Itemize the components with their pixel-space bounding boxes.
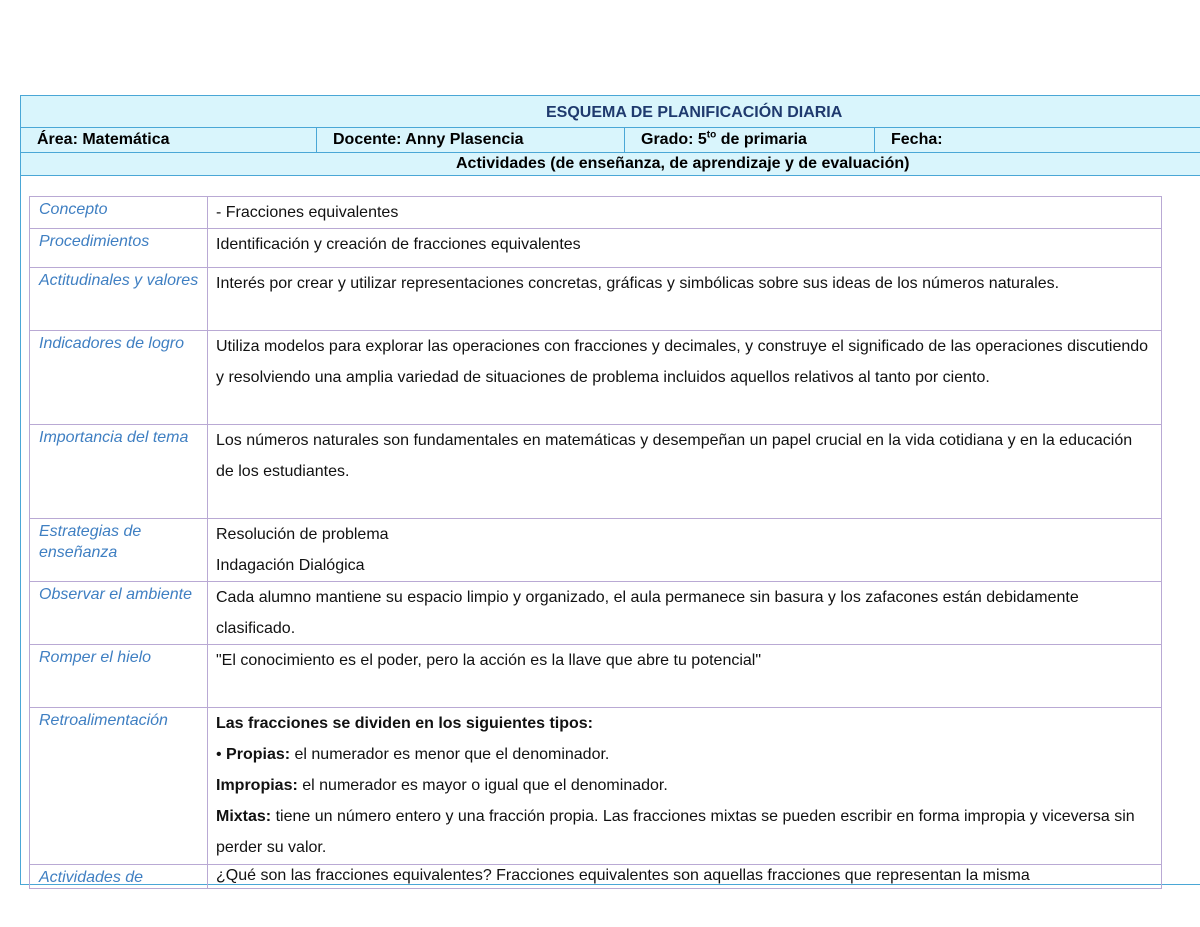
row-value-estrategias xyxy=(208,519,1162,582)
row-value-retro xyxy=(208,708,1162,865)
row-label-retro: Retroalimentación xyxy=(30,708,208,865)
row-value-actitudinales: Interés por crear y utilizar representaciones concretas, gráficas y simbólicas sobre sus ideas de los números naturales. xyxy=(208,268,1162,331)
planning-table xyxy=(29,196,1162,889)
retro-mixtas-term: Mixtas: xyxy=(216,808,272,825)
estrategia-item: Resolución de problema xyxy=(216,526,389,543)
table-row xyxy=(30,865,1162,889)
row-label-procedimientos: Procedimientos xyxy=(30,229,208,268)
plan-title: ESQUEMA DE PLANIFICACIÓN DIARIA xyxy=(546,104,843,121)
row-label-concepto: Concepto xyxy=(30,197,208,229)
actividades-heading: Actividades (de enseñanza, de aprendizaje y de evaluación) xyxy=(456,155,910,172)
table-row xyxy=(30,197,1162,229)
row-value-actividades: ¿Qué son las fracciones equivalentes? Fracciones equivalentes son aquellas fracciones que representan la misma xyxy=(208,865,1162,889)
retro-propias-text: el numerador es menor que el denominador. xyxy=(290,746,610,763)
plan-title-bar xyxy=(20,95,1200,128)
row-label-observar: Observar el ambiente xyxy=(30,582,208,645)
retro-impropias-text: el numerador es mayor o igual que el denominador. xyxy=(297,777,668,794)
row-value-concepto: - Fracciones equivalentes xyxy=(208,197,1162,229)
table-row xyxy=(30,268,1162,331)
actividades-header xyxy=(20,152,1200,176)
retro-propias-term: Propias: xyxy=(226,746,291,763)
retro-propias xyxy=(216,739,1153,770)
row-label-actividades: Actividades de xyxy=(30,865,208,889)
row-label-indicadores: Indicadores de logro xyxy=(30,331,208,425)
table-row xyxy=(30,519,1162,582)
grado-cell xyxy=(625,128,875,152)
grado-prefix: Grado: 5 xyxy=(641,131,707,148)
row-value-importancia: Los números naturales son fundamentales en matemáticas y desempeñan un papel crucial en la vida cotidiana y en la educación de los estudiantes. xyxy=(208,425,1162,519)
docente-cell: Docente: Anny Plasencia xyxy=(317,128,625,152)
row-label-estrategias: Estrategias de enseñanza xyxy=(30,519,208,582)
row-value-observar: Cada alumno mantiene su espacio limpio y organizado, el aula permanece sin basura y los zafacones están debidamente clasificado. xyxy=(208,582,1162,645)
area-cell: Área: Matemática xyxy=(21,128,317,152)
row-label-actitudinales: Actitudinales y valores xyxy=(30,268,208,331)
table-row xyxy=(30,425,1162,519)
fecha-cell: Fecha: xyxy=(891,131,943,148)
bullet: • xyxy=(216,746,227,763)
row-label-importancia: Importancia del tema xyxy=(30,425,208,519)
table-row xyxy=(30,708,1162,865)
table-row xyxy=(30,331,1162,425)
retro-mixtas xyxy=(216,801,1153,863)
retro-mixtas-text: tiene un número entero y una fracción propia. Las fracciones mixtas se pueden escribir en forma impropia y viceversa sin perder su valor. xyxy=(216,808,1135,856)
grado-sup: to xyxy=(706,129,717,141)
grado-suffix: de primaria xyxy=(716,131,807,148)
row-value-romper: "El conocimiento es el poder, pero la acción es la llave que abre tu potencial" xyxy=(208,645,1162,708)
table-row xyxy=(30,582,1162,645)
estrategia-item: Indagación Dialógica xyxy=(216,557,365,574)
row-value-indicadores: Utiliza modelos para explorar las operaciones con fracciones y decimales, y construye el significado de las operaciones discutiendo y resolviendo una amplia variedad de situaciones de problema incluidos aquellos relativos al tanto por ciento. xyxy=(208,331,1162,425)
row-label-romper: Romper el hielo xyxy=(30,645,208,708)
retro-heading: Las fracciones se dividen en los siguientes tipos: xyxy=(216,715,593,732)
plan-info-row xyxy=(20,127,1200,153)
retro-impropias xyxy=(216,770,1153,801)
table-row xyxy=(30,645,1162,708)
retro-impropias-term: Impropias: xyxy=(216,777,298,794)
table-row xyxy=(30,229,1162,268)
row-value-procedimientos: Identificación y creación de fracciones equivalentes xyxy=(208,229,1162,268)
